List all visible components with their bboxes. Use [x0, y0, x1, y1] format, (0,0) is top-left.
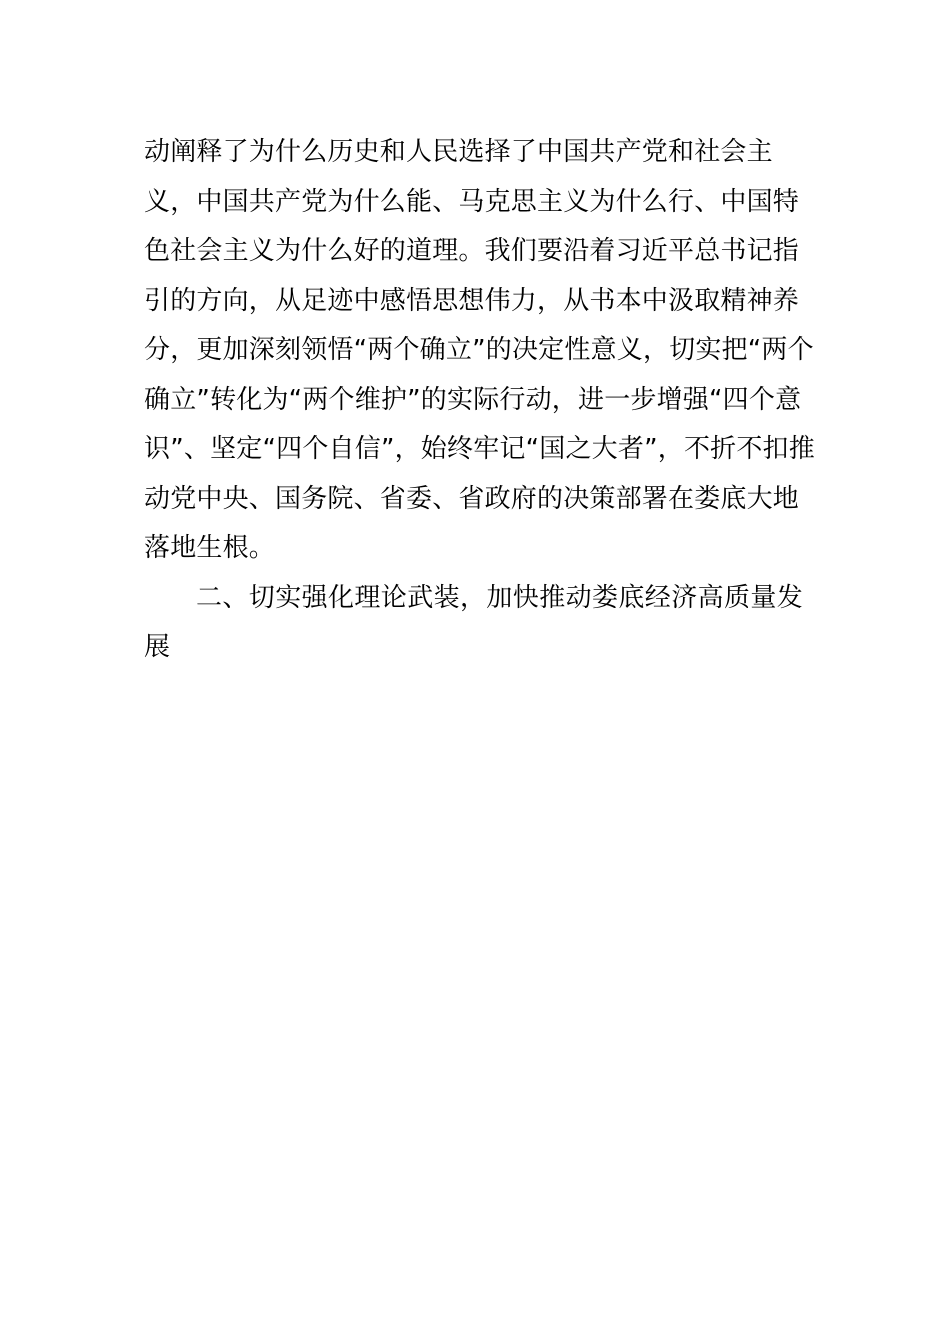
paragraph-line: 动党中央、国务院、省委、省政府的决策部署在娄底大地 [144, 483, 800, 514]
section-heading [144, 574, 814, 673]
paragraph-line: 色社会主义为什么好的道理。我们要沿着习近平总书记指 [144, 236, 800, 266]
paragraph-line: 分，更加深刻领悟“两个确立”的决定性意义，切实把“两个 [144, 335, 814, 365]
paragraph-line: 确立”转化为“两个维护”的实际行动，进一步增强“四个意 [144, 384, 802, 415]
section-heading-line: 二、切实强化理论武装，加快推动娄底经济高质量发 [196, 582, 804, 613]
paragraph-line: 义，中国共产党为什么能、马克思主义为什么行、中国特 [144, 186, 800, 217]
paragraph-line: 动阐释了为什么历史和人民选择了中国共产党和社会主 [144, 137, 773, 167]
paragraph-line: 识”、坚定“四个自信”，始终牢记“国之大者”，不折不扣推 [144, 434, 815, 464]
paragraph [144, 128, 814, 574]
paragraph-line: 引的方向，从足迹中感悟思想伟力，从书本中汲取精神养 [144, 285, 800, 316]
paragraph-line: 落地生根。 [144, 533, 276, 563]
section-heading-line: 展 [144, 632, 171, 662]
document-body [144, 128, 814, 673]
